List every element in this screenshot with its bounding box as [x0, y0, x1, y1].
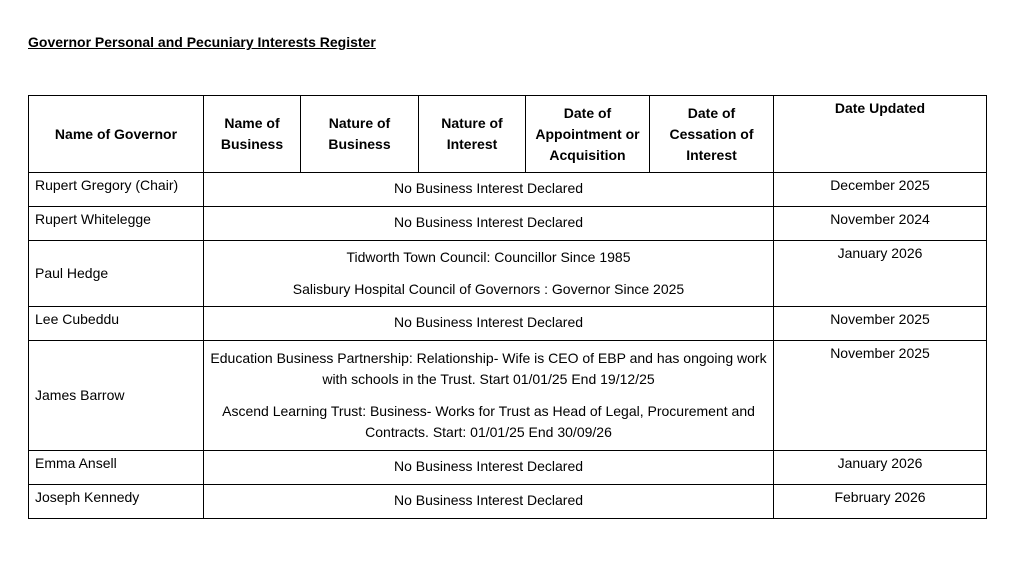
interest-text: No Business Interest Declared	[393, 180, 584, 196]
table-row	[29, 341, 987, 451]
governor-name: Emma Ansell	[29, 451, 204, 485]
interest-text: Tidworth Town Council: Councillor Since 1985	[346, 249, 631, 265]
governor-name: Rupert Gregory (Chair)	[29, 173, 204, 207]
interest-text: No Business Interest Declared	[393, 458, 584, 474]
table-row	[29, 307, 987, 341]
interest-text: Education Business Partnership: Relationship- Wife is CEO of EBP and has ongoing work with schools in the Trust. Start 01/01/25 End 19/12/25	[210, 350, 767, 387]
date-updated: February 2026	[774, 485, 987, 519]
interest-cell	[204, 307, 774, 341]
interests-register-table	[28, 95, 987, 519]
table-row	[29, 451, 987, 485]
interest-cell	[204, 451, 774, 485]
governor-name: Joseph Kennedy	[29, 485, 204, 519]
header-date-of-cessation: Date of Cessation of Interest	[650, 96, 774, 173]
page-title: Governor Personal and Pecuniary Interests Register	[28, 34, 376, 50]
table-row	[29, 207, 987, 241]
governor-name: Lee Cubeddu	[29, 307, 204, 341]
table-row	[29, 173, 987, 207]
interest-text: No Business Interest Declared	[393, 314, 584, 330]
header-date-updated: Date Updated	[774, 96, 987, 173]
date-updated: November 2025	[774, 307, 987, 341]
header-date-of-appointment: Date of Appointment or Acquisition	[526, 96, 650, 173]
interest-cell	[204, 341, 774, 451]
interest-text: Salisbury Hospital Council of Governors : Governor Since 2025	[292, 281, 685, 297]
header-nature-of-business: Nature of Business	[301, 96, 419, 173]
date-updated: December 2025	[774, 173, 987, 207]
governor-name: James Barrow	[29, 341, 204, 451]
header-name-of-governor: Name of Governor	[29, 96, 204, 173]
interest-text: Ascend Learning Trust: Business- Works for Trust as Head of Legal, Procurement and Contracts. Start: 01/01/25 End 30/09/26	[222, 403, 755, 440]
header-nature-of-interest: Nature of Interest	[419, 96, 526, 173]
date-updated: November 2024	[774, 207, 987, 241]
interest-cell	[204, 207, 774, 241]
table-row	[29, 241, 987, 307]
table-header-row	[29, 96, 987, 173]
interest-cell	[204, 485, 774, 519]
interest-text: No Business Interest Declared	[393, 492, 584, 508]
governor-name: Rupert Whitelegge	[29, 207, 204, 241]
governor-name: Paul Hedge	[29, 241, 204, 307]
date-updated: November 2025	[774, 341, 987, 451]
interest-text: No Business Interest Declared	[393, 214, 584, 230]
table-row	[29, 485, 987, 519]
interest-cell	[204, 241, 774, 307]
header-name-of-business: Name of Business	[204, 96, 301, 173]
date-updated: January 2026	[774, 451, 987, 485]
date-updated: January 2026	[774, 241, 987, 307]
interest-cell	[204, 173, 774, 207]
